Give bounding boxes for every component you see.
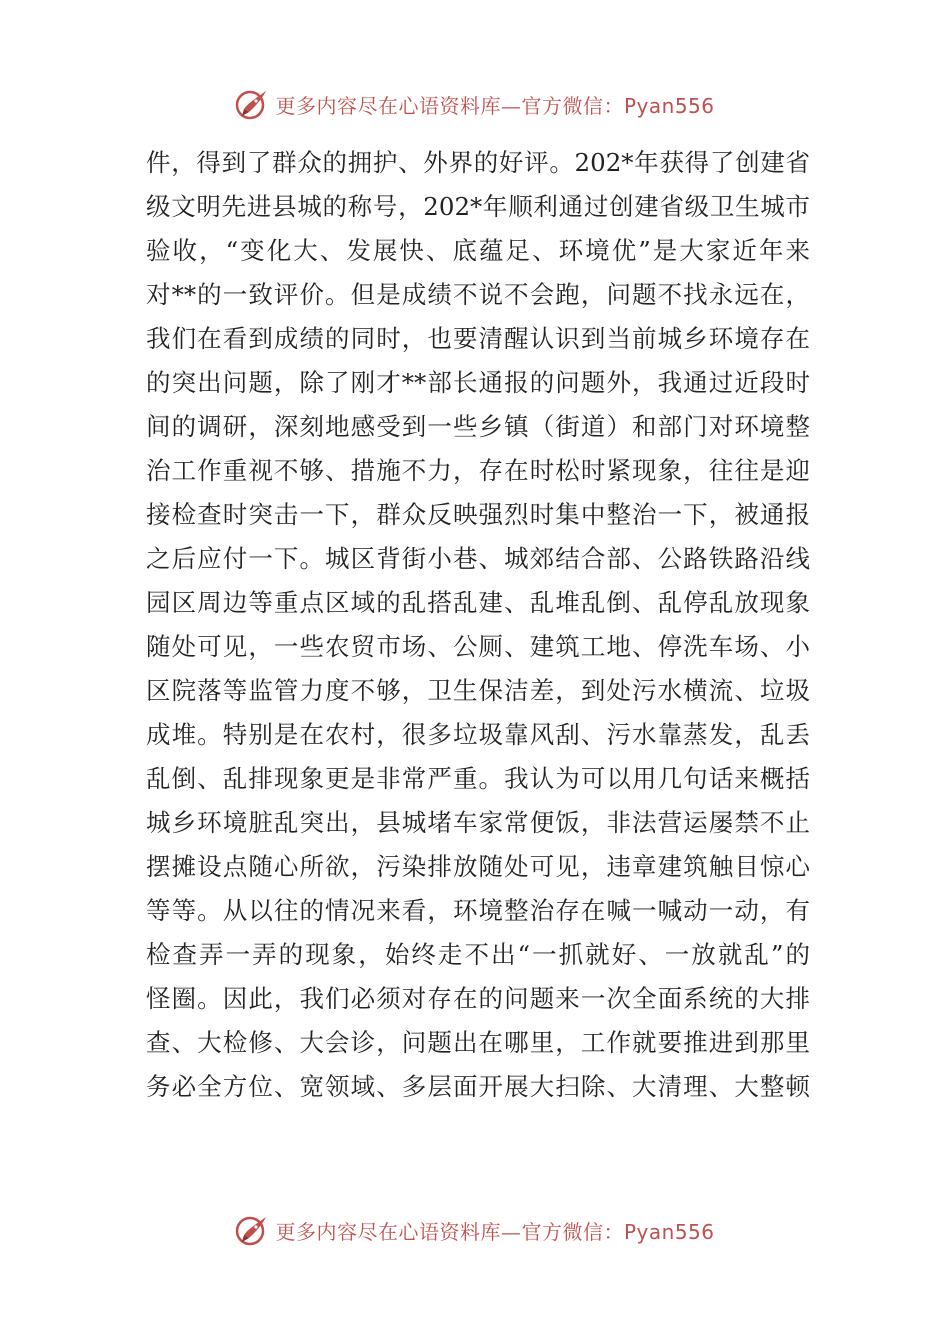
wechat-id: Pyan556 xyxy=(623,1219,715,1244)
header-banner xyxy=(0,84,950,124)
text-line: 查、大检修、大会诊，问题出在哪里，工作就要推进到那里 xyxy=(146,1028,810,1057)
banner-text xyxy=(275,1216,714,1245)
text-line: 接检查时突击一下，群众反映强烈时集中整治一下，被通报 xyxy=(146,500,810,529)
text-line: 园区周边等重点区域的乱搭乱建、乱堆乱倒、乱停乱放现象 xyxy=(146,588,810,617)
text-line: 随处可见，一些农贸市场、公厕、建筑工地、停洗车场、小 xyxy=(146,632,810,661)
text-line: 的突出问题，除了刚才**部长通报的问题外，我通过近段时 xyxy=(146,368,810,397)
pen-nib-logo-icon xyxy=(235,1213,271,1247)
text-line: 摆摊设点随心所欲，污染排放随处可见，违章建筑触目惊心 xyxy=(146,852,810,881)
banner-label: 更多内容尽在心语资料库—官方微信： xyxy=(275,93,624,118)
footer-banner xyxy=(0,1210,950,1250)
text-line: 间的调研，深刻地感受到一些乡镇（街道）和部门对环境整 xyxy=(146,412,810,441)
wechat-id: Pyan556 xyxy=(623,93,715,118)
text-line: 之后应付一下。城区背街小巷、城郊结合部、公路铁路沿线 xyxy=(146,544,810,573)
text-line: 对**的一致评价。但是成绩不说不会跑，问题不找永远在， xyxy=(146,280,810,309)
pen-nib-logo-icon xyxy=(235,87,271,121)
text-line: 治工作重视不够、措施不力，存在时松时紧现象，往往是迎 xyxy=(146,456,810,485)
text-line: 乱倒、乱排现象更是非常严重。我认为可以用几句话来概括 xyxy=(146,764,810,793)
banner-text xyxy=(275,90,714,119)
banner-label: 更多内容尽在心语资料库—官方微信： xyxy=(275,1219,624,1244)
text-line: 等等。从以往的情况来看，环境整治存在喊一喊动一动，有 xyxy=(146,896,810,925)
text-line: 城乡环境脏乱突出，县城堵车家常便饭，非法营运屡禁不止 xyxy=(146,808,810,837)
text-line: 成堆。特别是在农村，很多垃圾靠风刮、污水靠蒸发，乱丢 xyxy=(146,720,810,749)
text-line: 我们在看到成绩的同时，也要清醒认识到当前城乡环境存在 xyxy=(146,324,810,353)
text-line: 检查弄一弄的现象，始终走不出“一抓就好、一放就乱”的 xyxy=(146,940,810,969)
text-line: 验收，“变化大、发展快、底蕴足、环境优”是大家近年来 xyxy=(146,236,810,265)
text-line: 区院落等监管力度不够，卫生保洁差，到处污水横流、垃圾 xyxy=(146,676,810,705)
text-line: 级文明先进县城的称号，202*年顺利通过创建省级卫生城市 xyxy=(146,192,810,221)
text-line: 务必全方位、宽领域、多层面开展大扫除、大清理、大整顿 xyxy=(146,1072,810,1101)
text-line: 怪圈。因此，我们必须对存在的问题来一次全面系统的大排 xyxy=(146,984,810,1013)
text-line: 件，得到了群众的拥护、外界的好评。202*年获得了创建省 xyxy=(146,148,810,177)
document-body xyxy=(146,141,810,1109)
